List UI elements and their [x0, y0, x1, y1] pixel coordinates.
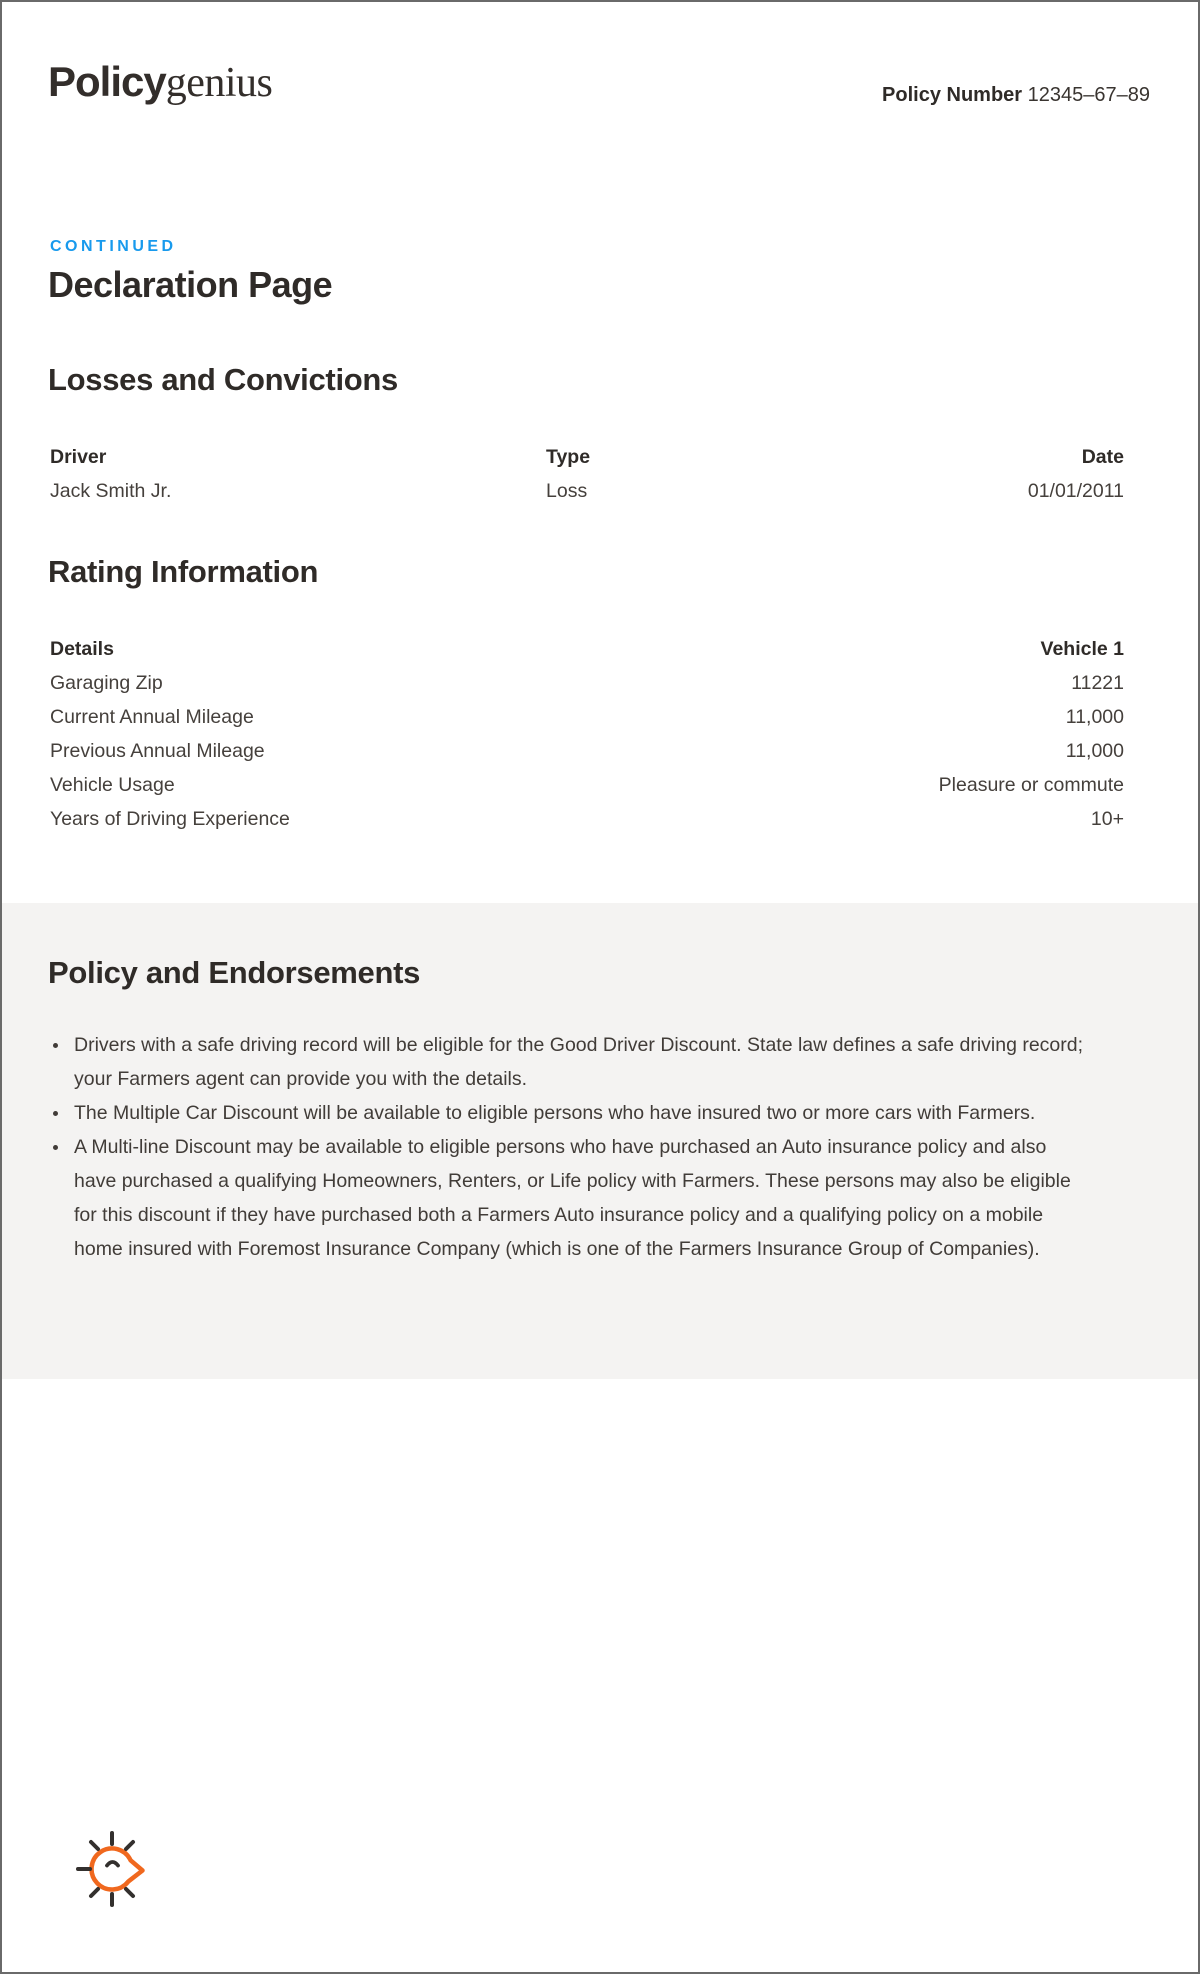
- policygenius-sun-icon: [64, 1817, 164, 1917]
- rating-value: Pleasure or commute: [938, 773, 1124, 796]
- rating-section-title: Rating Information: [48, 554, 319, 589]
- policygenius-logo: [48, 60, 272, 105]
- rating-label: Current Annual Mileage: [50, 705, 254, 728]
- rating-table-header: [50, 632, 1124, 666]
- policy-number-value: 12345–67–89: [1027, 84, 1150, 106]
- losses-section-title: Losses and Convictions: [48, 362, 398, 397]
- rating-col-vehicle: Vehicle 1: [1040, 637, 1124, 660]
- endorsements-section: [2, 903, 1198, 1379]
- rating-label: Garaging Zip: [50, 671, 163, 694]
- page-title: Declaration Page: [48, 264, 333, 305]
- table-row: [50, 474, 1124, 508]
- losses-table-header: [50, 440, 1124, 474]
- rating-label: Previous Annual Mileage: [50, 739, 265, 762]
- losses-table: [50, 440, 1124, 508]
- endorsements-bullet-list: [50, 1028, 1094, 1266]
- list-item: Drivers with a safe driving record will be eligible for the Good Driver Discount. State law defines a safe driving record; your Farmers agent can provide you with the details.: [50, 1028, 1094, 1096]
- table-row: [50, 700, 1124, 734]
- policy-number-label: Policy Number: [882, 84, 1023, 106]
- rating-value: 11221: [1071, 671, 1124, 694]
- rating-table: [50, 632, 1124, 836]
- losses-date-value: 01/01/2011: [1027, 479, 1124, 502]
- list-item: The Multiple Car Discount will be available to eligible persons who have insured two or more cars with Farmers.: [50, 1096, 1094, 1130]
- list-item: A Multi-line Discount may be available to eligible persons who have purchased an Auto insurance policy and also have purchased a qualifying Homeowners, Renters, or Life policy with Farmers. These persons may also be eligible for this discount if they have purchased both a Farmers Auto insurance policy and a qualifying policy on a mobile home insured with Foremost Insurance Company (which is one of the Farmers Insurance Group of Companies).: [50, 1130, 1094, 1266]
- table-row: [50, 734, 1124, 768]
- losses-driver-value: Jack Smith Jr.: [50, 479, 172, 502]
- table-row: [50, 768, 1124, 802]
- rating-value: 11,000: [1065, 705, 1124, 728]
- losses-col-driver: Driver: [50, 445, 107, 468]
- policy-number: [882, 82, 1150, 108]
- rating-value: 11,000: [1065, 739, 1124, 762]
- logo-text-policy: Policy: [48, 58, 166, 105]
- table-row: [50, 802, 1124, 836]
- rating-value: 10+: [1090, 807, 1124, 830]
- endorsements-section-title: Policy and Endorsements: [48, 955, 421, 990]
- rating-col-details: Details: [50, 637, 114, 660]
- logo-text-genius: genius: [165, 60, 273, 106]
- losses-col-type: Type: [546, 445, 591, 468]
- table-row: [50, 666, 1124, 700]
- losses-type-value: Loss: [546, 479, 588, 502]
- rating-label: Years of Driving Experience: [50, 807, 290, 830]
- rating-label: Vehicle Usage: [50, 773, 175, 796]
- losses-col-date: Date: [1081, 445, 1124, 468]
- continued-badge: CONTINUED: [50, 238, 177, 255]
